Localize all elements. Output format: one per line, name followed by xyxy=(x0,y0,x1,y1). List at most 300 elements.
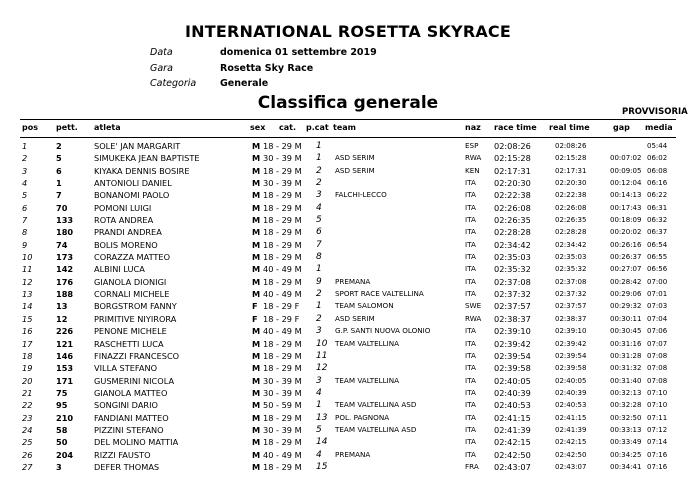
cell-pett: 50 xyxy=(56,437,68,448)
cell-naz: ITA xyxy=(465,178,476,188)
cell-pcat: 2 xyxy=(316,165,322,176)
cell-sex: M xyxy=(252,363,261,374)
cell-media: 07:16 xyxy=(647,450,668,459)
cell-atleta: GUSMERINI NICOLA xyxy=(94,375,175,386)
cell-media: 06:31 xyxy=(647,203,668,212)
cell-gap: 00:17:43 xyxy=(610,203,642,212)
col-header-team: team xyxy=(333,123,356,132)
cell-pett: 173 xyxy=(56,252,74,263)
cell-pos: 17 xyxy=(22,338,33,349)
cell-race: 02:26:35 xyxy=(494,215,531,226)
cell-atleta: CORAZZA MATTEO xyxy=(94,252,171,263)
meta-value: domenica 01 settembre 2019 xyxy=(220,47,377,58)
cell-media: 06:16 xyxy=(647,179,668,188)
cell-pett: 226 xyxy=(56,326,74,337)
cell-media: 06:02 xyxy=(647,154,668,163)
cell-race: 02:20:30 xyxy=(494,178,531,189)
cell-cat: 18 - 29 M xyxy=(263,461,302,472)
cell-gap: 00:28:42 xyxy=(610,277,642,286)
cell-gap: 00:34:25 xyxy=(610,450,642,459)
cell-race: 02:17:31 xyxy=(494,165,531,176)
table-row xyxy=(0,288,696,300)
cell-atleta: DEFER THOMAS xyxy=(94,461,160,472)
table-row xyxy=(0,362,696,374)
cell-real: 02:41:15 xyxy=(555,413,587,422)
cell-team: SPORT RACE VALTELLINA xyxy=(335,289,424,299)
cell-pos: 16 xyxy=(22,326,33,337)
cell-pcat: 1 xyxy=(316,264,322,275)
cell-naz: ITA xyxy=(465,202,476,212)
cell-pcat: 7 xyxy=(316,239,322,250)
cell-real: 02:43:07 xyxy=(555,462,587,471)
cell-pett: 5 xyxy=(56,153,62,164)
cell-atleta: POMONI LUIGI xyxy=(94,202,152,213)
cell-race: 02:40:39 xyxy=(494,387,531,398)
cell-naz: ITA xyxy=(465,264,476,274)
cell-real: 02:37:08 xyxy=(555,277,587,286)
cell-cat: 30 - 39 M xyxy=(263,387,302,398)
cell-real: 02:40:05 xyxy=(555,376,587,385)
cell-gap: 00:07:02 xyxy=(610,154,642,163)
cell-naz: ITA xyxy=(465,326,476,336)
cell-cat: 40 - 49 M xyxy=(263,449,302,460)
cell-sex: M xyxy=(252,252,261,263)
cell-sex: M xyxy=(252,375,261,386)
cell-media: 07:07 xyxy=(647,339,668,348)
cell-naz: ITA xyxy=(465,227,476,237)
cell-naz: ITA xyxy=(465,412,476,422)
col-header-real-time: real time xyxy=(549,123,590,132)
cell-naz: ITA xyxy=(465,215,476,225)
cell-cat: 18 - 29 M xyxy=(263,252,302,263)
table-row xyxy=(0,412,696,424)
cell-media: 07:08 xyxy=(647,376,668,385)
cell-cat: 30 - 39 M xyxy=(263,153,302,164)
cell-pos: 14 xyxy=(22,301,33,312)
cell-media: 06:56 xyxy=(647,265,668,274)
cell-pett: 2 xyxy=(56,141,62,151)
cell-race: 02:35:32 xyxy=(494,264,531,275)
cell-pcat: 2 xyxy=(316,178,322,189)
cell-real: 02:35:03 xyxy=(555,253,587,262)
cell-naz: KEN xyxy=(465,165,480,175)
table-row xyxy=(0,436,696,448)
cell-media: 07:01 xyxy=(647,290,668,299)
cell-real: 02:39:10 xyxy=(555,327,587,336)
cell-pett: 3 xyxy=(56,461,62,472)
cell-pcat: 1 xyxy=(316,400,322,411)
cell-atleta: PRANDI ANDREA xyxy=(94,227,162,238)
col-header-gap: gap xyxy=(613,123,630,132)
cell-cat: 40 - 49 M xyxy=(263,326,302,337)
cell-atleta: BOLIS MORENO xyxy=(94,239,158,250)
cell-naz: ITA xyxy=(465,289,476,299)
table-row xyxy=(0,424,696,436)
cell-pos: 21 xyxy=(22,387,33,398)
col-header-pcat: p.cat xyxy=(306,123,329,132)
cell-pcat: 8 xyxy=(316,252,322,263)
cell-team: PREMANA xyxy=(335,276,371,286)
cell-atleta: GIANOLA MATTEO xyxy=(94,387,168,398)
cell-media: 07:16 xyxy=(647,462,668,471)
cell-pett: 146 xyxy=(56,350,74,361)
cell-real: 02:40:53 xyxy=(555,401,587,410)
cell-sex: M xyxy=(252,326,261,337)
cell-team: G.P. SANTI NUOVA OLONIO xyxy=(335,326,431,336)
cell-pos: 23 xyxy=(22,412,33,423)
cell-naz: FRA xyxy=(465,461,479,471)
cell-pett: 12 xyxy=(56,313,68,324)
cell-atleta: DEL MOLINO MATTIA xyxy=(94,437,179,448)
cell-sex: M xyxy=(252,264,261,275)
cell-pcat: 3 xyxy=(316,326,322,337)
cell-media: 06:55 xyxy=(647,253,668,262)
cell-sex: M xyxy=(252,276,261,287)
cell-atleta: PRIMITIVE NIYIRORA xyxy=(94,313,177,324)
cell-cat: 18 - 29 M xyxy=(263,190,302,201)
cell-naz: RWA xyxy=(465,153,482,163)
cell-naz: ITA xyxy=(465,437,476,447)
meta-label: Categoria xyxy=(150,78,197,89)
cell-real: 02:20:30 xyxy=(555,179,587,188)
cell-pett: 13 xyxy=(56,301,68,312)
col-header-cat: cat. xyxy=(279,123,297,132)
cell-cat: 18 - 29 M xyxy=(263,239,302,250)
cell-naz: ITA xyxy=(465,276,476,286)
cell-gap: 00:30:11 xyxy=(610,314,642,323)
col-header-sex: sex xyxy=(250,123,266,132)
cell-pos: 3 xyxy=(22,165,28,176)
table-row xyxy=(0,461,696,473)
cell-sex: M xyxy=(252,202,261,213)
table-row xyxy=(0,313,696,325)
cell-media: 06:37 xyxy=(647,228,668,237)
cell-pcat: 11 xyxy=(316,350,328,361)
cell-sex: M xyxy=(252,215,261,226)
cell-real: 02:15:28 xyxy=(555,154,587,163)
cell-cat: 18 - 29 M xyxy=(263,412,302,423)
cell-pcat: 2 xyxy=(316,289,322,300)
cell-naz: ITA xyxy=(465,363,476,373)
cell-real: 02:08:26 xyxy=(555,142,587,150)
cell-media: 07:08 xyxy=(647,351,668,360)
cell-pcat: 2 xyxy=(316,313,322,324)
cell-sex: M xyxy=(252,449,261,460)
cell-race: 02:22:38 xyxy=(494,190,531,201)
cell-sex: F xyxy=(252,301,258,312)
cell-gap: 00:26:37 xyxy=(610,253,642,262)
cell-pett: 188 xyxy=(56,289,74,300)
cell-real: 02:26:08 xyxy=(555,203,587,212)
cell-sex: M xyxy=(252,165,261,176)
cell-gap: 00:31:40 xyxy=(610,376,642,385)
table-row xyxy=(0,263,696,275)
cell-cat: 18 - 29 M xyxy=(263,141,302,151)
cell-naz: ITA xyxy=(465,375,476,385)
cell-pos: 15 xyxy=(22,313,33,324)
cell-real: 02:41:39 xyxy=(555,425,587,434)
cell-media: 07:14 xyxy=(647,438,668,447)
cell-pett: 171 xyxy=(56,375,74,386)
cell-pcat: 4 xyxy=(316,449,322,460)
table-row xyxy=(0,338,696,350)
cell-team: TEAM SALOMON xyxy=(335,301,394,311)
cell-atleta: SIMUKEKA JEAN BAPTISTE xyxy=(94,153,200,164)
cell-race: 02:41:39 xyxy=(494,424,531,435)
cell-gap: 00:27:07 xyxy=(610,265,642,274)
cell-pos: 26 xyxy=(22,449,33,460)
cell-race: 02:41:15 xyxy=(494,412,531,423)
cell-atleta: KIYAKA DENNIS BOSIRE xyxy=(94,165,190,176)
cell-pett: 121 xyxy=(56,338,74,349)
cell-gap: 00:29:32 xyxy=(610,302,642,311)
cell-atleta: ALBINI LUCA xyxy=(94,264,145,275)
cell-pos: 8 xyxy=(22,227,28,238)
cell-pos: 13 xyxy=(22,289,33,300)
cell-team: ASD SERIM xyxy=(335,313,375,323)
table-row xyxy=(0,239,696,251)
cell-real: 02:28:28 xyxy=(555,228,587,237)
cell-pcat: 1 xyxy=(316,141,322,151)
cell-atleta: FINAZZI FRANCESCO xyxy=(94,350,180,361)
cell-pett: 58 xyxy=(56,424,68,435)
cell-pos: 1 xyxy=(22,141,28,151)
cell-naz: ITA xyxy=(465,252,476,262)
cell-pos: 25 xyxy=(22,437,33,448)
cell-team: TEAM VALTELLINA ASD xyxy=(335,400,417,410)
cell-pett: 153 xyxy=(56,363,74,374)
header-top-rule xyxy=(20,119,676,120)
cell-cat: 18 - 29 M xyxy=(263,227,302,238)
cell-gap: 00:32:13 xyxy=(610,388,642,397)
cell-team: POL. PAGNONA xyxy=(335,412,390,422)
cell-pett: 142 xyxy=(56,264,74,275)
cell-real: 02:37:32 xyxy=(555,290,587,299)
cell-pett: 180 xyxy=(56,227,74,238)
cell-sex: M xyxy=(252,141,261,151)
cell-media: 06:08 xyxy=(647,166,668,175)
cell-race: 02:26:08 xyxy=(494,202,531,213)
cell-sex: M xyxy=(252,412,261,423)
cell-race: 02:28:28 xyxy=(494,227,531,238)
cell-pos: 20 xyxy=(22,375,33,386)
cell-naz: ITA xyxy=(465,400,476,410)
cell-pett: 133 xyxy=(56,215,74,226)
cell-cat: 18 - 29 M xyxy=(263,202,302,213)
cell-sex: M xyxy=(252,227,261,238)
cell-cat: 40 - 49 M xyxy=(263,289,302,300)
cell-pcat: 4 xyxy=(316,202,322,213)
cell-gap: 00:12:04 xyxy=(610,179,642,188)
cell-race: 02:40:05 xyxy=(494,375,531,386)
cell-gap: 00:26:16 xyxy=(610,240,642,249)
cell-naz: SWE xyxy=(465,301,482,311)
cell-race: 02:34:42 xyxy=(494,239,531,250)
cell-atleta: BONANOMI PAOLO xyxy=(94,190,170,201)
cell-real: 02:17:31 xyxy=(555,166,587,175)
cell-media: 07:03 xyxy=(647,302,668,311)
table-row xyxy=(0,165,696,177)
cell-media: 07:08 xyxy=(647,364,668,373)
cell-pett: 75 xyxy=(56,387,68,398)
cell-pos: 10 xyxy=(22,252,33,263)
cell-sex: M xyxy=(252,437,261,448)
cell-pos: 6 xyxy=(22,202,28,213)
table-row xyxy=(0,276,696,288)
cell-media: 07:04 xyxy=(647,314,668,323)
cell-gap: 00:32:50 xyxy=(610,413,642,422)
cell-pett: 74 xyxy=(56,239,68,250)
cell-pett: 176 xyxy=(56,276,74,287)
cell-pett: 7 xyxy=(56,190,62,201)
cell-gap: 00:09:05 xyxy=(610,166,642,175)
cell-race: 02:42:50 xyxy=(494,449,531,460)
cell-pcat: 14 xyxy=(316,437,328,448)
cell-pcat: 9 xyxy=(316,276,322,287)
cell-pos: 18 xyxy=(22,350,33,361)
cell-pos: 22 xyxy=(22,400,33,411)
table-row xyxy=(0,387,696,399)
table-header xyxy=(0,123,696,137)
cell-atleta: SONGINI DARIO xyxy=(94,400,158,411)
cell-race: 02:15:28 xyxy=(494,153,531,164)
cell-pcat: 3 xyxy=(316,190,322,201)
cell-naz: ITA xyxy=(465,424,476,434)
cell-race: 02:38:37 xyxy=(494,313,531,324)
cell-atleta: RIZZI FAUSTO xyxy=(94,449,151,460)
cell-cat: 30 - 39 M xyxy=(263,178,302,189)
cell-naz: RWA xyxy=(465,313,482,323)
cell-pos: 2 xyxy=(22,153,28,164)
cell-real: 02:22:38 xyxy=(555,191,587,200)
cell-pett: 210 xyxy=(56,412,74,423)
cell-race: 02:39:58 xyxy=(494,363,531,374)
cell-race: 02:39:54 xyxy=(494,350,531,361)
cell-gap: 00:32:28 xyxy=(610,401,642,410)
cell-pos: 19 xyxy=(22,363,33,374)
cell-atleta: FANDIANI MATTEO xyxy=(94,412,169,423)
cell-real: 02:42:50 xyxy=(555,450,587,459)
cell-gap: 00:33:13 xyxy=(610,425,642,434)
cell-team: TEAM VALTELLINA xyxy=(335,338,400,348)
meta-value: Generale xyxy=(220,78,269,89)
cell-gap: 00:30:45 xyxy=(610,327,642,336)
cell-sex: M xyxy=(252,350,261,361)
cell-team: ASD SERIM xyxy=(335,153,375,163)
cell-race: 02:35:03 xyxy=(494,252,531,263)
cell-gap: 00:31:32 xyxy=(610,364,642,373)
col-header-media: media xyxy=(645,123,673,132)
table-row xyxy=(0,449,696,461)
cell-team: PREMANA xyxy=(335,449,371,459)
cell-media: 07:10 xyxy=(647,388,668,397)
cell-pos: 11 xyxy=(22,264,33,275)
cell-cat: 30 - 39 M xyxy=(263,424,302,435)
cell-naz: ITA xyxy=(465,338,476,348)
cell-atleta: ANTONIOLI DANIEL xyxy=(94,178,172,189)
cell-real: 02:40:39 xyxy=(555,388,587,397)
results-table xyxy=(0,140,696,473)
cell-team: FALCHI-LECCO xyxy=(335,190,387,200)
cell-atleta: GIANOLA DIONIGI xyxy=(94,276,167,287)
cell-cat: 18 - 29 M xyxy=(263,363,302,374)
col-header-naz: naz xyxy=(465,123,481,132)
table-row xyxy=(0,399,696,411)
cell-media: 07:11 xyxy=(647,413,668,422)
cell-naz: ITA xyxy=(465,449,476,459)
table-row xyxy=(0,325,696,337)
section-title: Classifica generale xyxy=(257,93,439,113)
cell-cat: 18 - 29 F xyxy=(263,313,300,324)
cell-cat: 30 - 39 M xyxy=(263,375,302,386)
cell-pos: 9 xyxy=(22,239,28,250)
cell-naz: ESP xyxy=(465,141,479,150)
cell-sex: M xyxy=(252,461,261,472)
cell-gap: 00:20:02 xyxy=(610,228,642,237)
cell-pos: 4 xyxy=(22,178,28,189)
cell-atleta: PIZZINI STEFANO xyxy=(94,424,164,435)
cell-sex: M xyxy=(252,424,261,435)
meta-label: Data xyxy=(150,47,173,58)
cell-gap: 00:34:41 xyxy=(610,462,642,471)
cell-atleta: PENONE MICHELE xyxy=(94,326,167,337)
cell-gap: 00:33:49 xyxy=(610,438,642,447)
cell-atleta: BORGSTROM FANNY xyxy=(94,301,177,312)
header-bottom-rule xyxy=(20,137,676,138)
cell-gap: 00:31:16 xyxy=(610,339,642,348)
cell-real: 02:34:42 xyxy=(555,240,587,249)
cell-pcat: 6 xyxy=(316,227,322,238)
cell-naz: ITA xyxy=(465,190,476,200)
cell-cat: 18 - 29 M xyxy=(263,338,302,349)
col-header-pett: pett. xyxy=(56,123,78,132)
cell-gap: 00:31:28 xyxy=(610,351,642,360)
cell-sex: M xyxy=(252,400,261,411)
cell-real: 02:42:15 xyxy=(555,438,587,447)
cell-race: 02:39:10 xyxy=(494,326,531,337)
cell-sex: M xyxy=(252,178,261,189)
cell-race: 02:40:53 xyxy=(494,400,531,411)
cell-media: 07:10 xyxy=(647,401,668,410)
cell-team: TEAM VALTELLINA ASD xyxy=(335,424,417,434)
cell-pett: 95 xyxy=(56,400,68,411)
page-title: INTERNATIONAL ROSETTA SKYRACE xyxy=(184,22,511,41)
cell-race: 02:37:32 xyxy=(494,289,531,300)
cell-pcat: 12 xyxy=(316,363,328,374)
cell-cat: 18 - 29 M xyxy=(263,215,302,226)
cell-media: 06:54 xyxy=(647,240,668,249)
table-row xyxy=(0,300,696,312)
table-row xyxy=(0,214,696,226)
cell-pett: 70 xyxy=(56,202,68,213)
cell-media: 07:00 xyxy=(647,277,668,286)
cell-media: 05:44 xyxy=(647,142,668,150)
cell-real: 02:26:35 xyxy=(555,216,587,225)
cell-pett: 204 xyxy=(56,449,74,460)
cell-atleta: SOLE' JAN MARGARIT xyxy=(94,141,181,151)
cell-pcat: 15 xyxy=(316,461,328,472)
cell-real: 02:39:58 xyxy=(555,364,587,373)
cell-pett: 1 xyxy=(56,178,62,189)
cell-gap: 00:29:06 xyxy=(610,290,642,299)
cell-race: 02:37:08 xyxy=(494,276,531,287)
cell-pos: 12 xyxy=(22,276,33,287)
table-row xyxy=(0,226,696,238)
cell-cat: 18 - 29 M xyxy=(263,165,302,176)
cell-pcat: 10 xyxy=(316,338,328,349)
cell-pcat: 5 xyxy=(316,215,322,226)
cell-media: 06:32 xyxy=(647,216,668,225)
